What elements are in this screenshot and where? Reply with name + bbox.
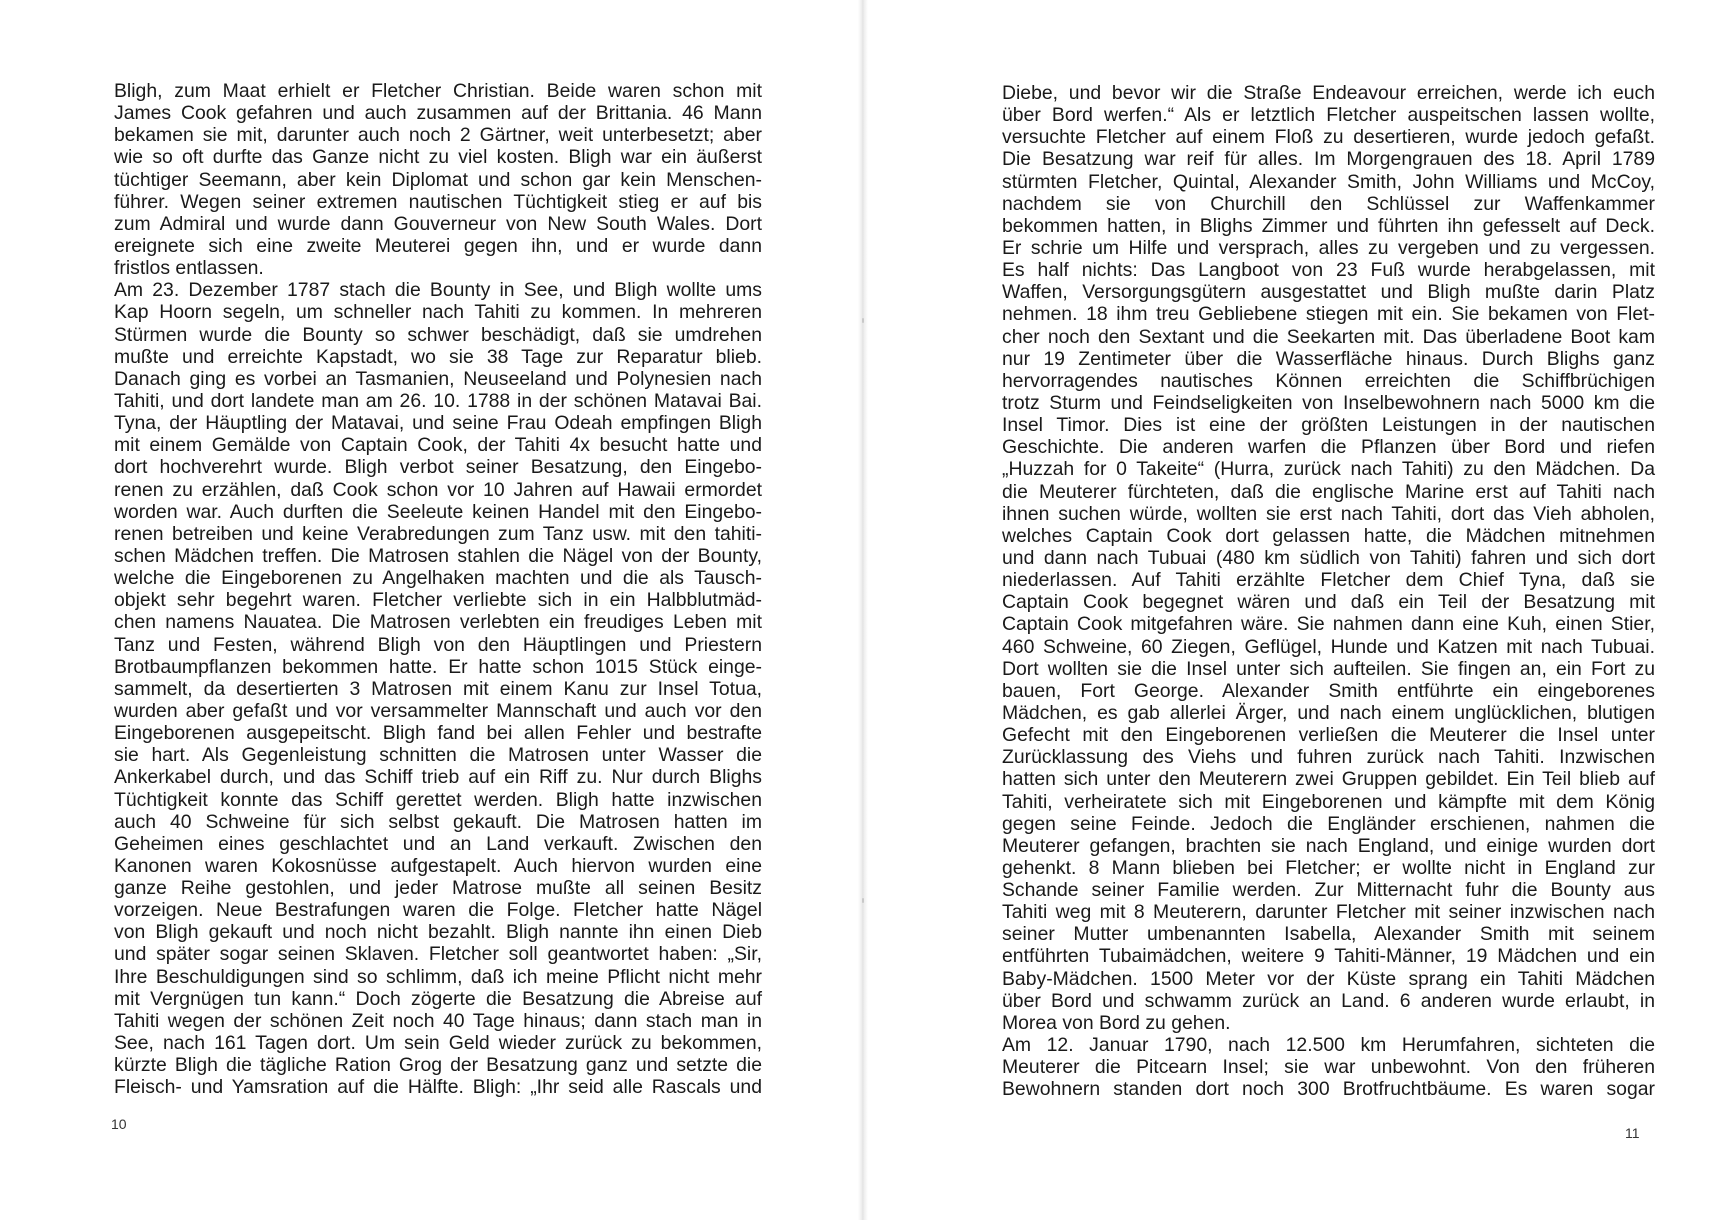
text-line: fristlos entlassen. <box>114 257 264 280</box>
text-line: Ihre Beschuldigungen sind so schlimm, daß ich meine Pflicht nicht mehr <box>114 965 762 988</box>
text-line: zum Admiral und wurde dann Gouverneur von New South Wales. Dort <box>114 212 762 235</box>
text-line: Ankerkabel durch, und das Schiff trieb auf ein Riff zu. Nur durch Blighs <box>114 766 762 789</box>
left-page <box>0 0 858 1220</box>
text-line: welche die Eingeborenen zu Angelhaken machten und die als Tausch- <box>114 567 762 590</box>
text-line: Diebe, und bevor wir die Straße Endeavour erreichen, werde ich euch <box>1002 82 1655 104</box>
text-line: Meuterer die Pitcearn Insel; sie war unbewohnt. Von den früheren <box>1002 1056 1655 1079</box>
text-line: Kanonen waren Kokosnüsse aufgestapelt. Auch hiervon wurden eine <box>114 854 762 877</box>
text-line: bekommen hatten, in Blighs Zimmer und führten ihn gefesselt auf Deck. <box>1002 214 1655 237</box>
text-line: sie hart. Als Gegenleistung schnitten die Matrosen unter Wasser die <box>114 744 762 767</box>
text-line: Geheimen eines geschlachtet und an Land verkauft. Zwischen den <box>114 832 762 855</box>
text-line: cher noch den Sextant und die Seekarten mit. Das überladene Boot kam <box>1002 325 1655 348</box>
text-line: über Bord werfen.“ Als er letztlich Fletcher auspeitschen lassen wollte, <box>1002 104 1655 127</box>
text-line: objekt sehr begehrt waren. Fletcher verliebte sich in ein Halbblutmäd- <box>114 589 762 612</box>
text-line: Bewohnern standen dort noch 300 Brotfruchtbäume. Es waren sogar <box>1002 1078 1655 1101</box>
text-line: Tahiti wegen der schönen Zeit noch 40 Tage hinaus; dann stach man in <box>114 1009 762 1032</box>
text-line: Morea von Bord zu gehen. <box>1002 1011 1231 1034</box>
text-line: Baby-Mädchen. 1500 Meter vor der Küste sprang ein Tahiti Mädchen <box>1002 967 1655 990</box>
text-line: Captain Cook mitgefahren wäre. Sie nahmen dann eine Kuh, einen Stier, <box>1002 613 1655 636</box>
left-page-number: 10 <box>111 1116 127 1132</box>
text-line: renen betreiben und keine Verabredungen zum Tanz usw. mit den tahiti- <box>114 522 762 545</box>
text-line: Waffen, Versorgungsgütern ausgestattet und Bligh mußte darin Platz <box>1002 281 1655 304</box>
text-line: Eingeborenen ausgepeitscht. Bligh fand bei allen Fehler und bestrafte <box>114 722 762 745</box>
text-line: nur 19 Zentimeter über die Wasserfläche hinaus. Durch Blighs ganz <box>1002 347 1655 370</box>
text-line: welches Captain Cook dort gelassen hatte, die Mädchen mitnehmen <box>1002 524 1655 547</box>
text-line: dort hochverehrt wurde. Bligh verbot seiner Besatzung, den Eingebo- <box>114 456 762 479</box>
text-line: ihnen suchen würde, wollten sie erst nach Tahiti, dort das Vieh abholen, <box>1002 502 1655 525</box>
left-page-text <box>114 80 762 1098</box>
text-line: sammelt, da desertierten 3 Matrosen mit einem Kanu zur Insel Totua, <box>114 677 762 700</box>
text-line: kürzte Bligh die tägliche Ration Grog der Besatzung ganz und setzte die <box>114 1054 762 1077</box>
text-line: gegen seine Feinde. Jedoch die Engländer erschienen, nahmen die <box>1002 812 1655 835</box>
text-line: Zurücklassung des Viehs und fuhren zurück nach Tahiti. Inzwischen <box>1002 746 1655 769</box>
text-line: schen Mädchen treffen. Die Matrosen stahlen die Nägel von der Bounty, <box>114 544 762 567</box>
text-line: hervorragendes nautisches Können erreichten die Schiffbrüchigen <box>1002 369 1655 392</box>
text-line: und später sogar seinen Sklaven. Fletcher soll geantwortet haben: „Sir, <box>114 943 762 966</box>
text-line: führer. Wegen seiner extremen nautischen Tüchtigkeit stieg er auf bis <box>114 190 762 213</box>
text-line: ganze Reihe gestohlen, und jeder Matrose mußte all seinen Besitz <box>114 877 762 900</box>
text-line: niederlassen. Auf Tahiti erzählte Fletcher dem Chief Tyna, daß sie <box>1002 569 1655 592</box>
text-line: bauen, Fort George. Alexander Smith entführte ein eingeborenes <box>1002 679 1655 702</box>
text-line: mußte und erreichte Kapstadt, wo sie 38 Tage zur Reparatur blieb. <box>114 345 762 368</box>
book-gutter <box>858 0 868 1220</box>
text-line: seiner Mutter umbenannten Isabella, Alexander Smith mit seinem <box>1002 923 1655 946</box>
text-line: Tahiti, verheiratete sich mit Eingeborenen und kämpfte mit dem König <box>1002 790 1655 813</box>
text-line: Schande seiner Familie werden. Zur Mitternacht fuhr die Bounty aus <box>1002 879 1655 902</box>
text-line: Meuterer gefangen, brachten sie nach England, und einige wurden dort <box>1002 834 1655 857</box>
text-line: renen zu erzählen, daß Cook schon vor 10 Jahren auf Hawaii ermordet <box>114 478 762 501</box>
text-line: chen namens Nauatea. Die Matrosen verlebten ein freudiges Leben mit <box>114 611 762 634</box>
text-line: Die Besatzung war reif für alles. Im Morgengrauen des 18. April 1789 <box>1002 148 1655 171</box>
text-line: nehmen. 18 ihm treu Gebliebene stiegen mit ein. Sie bekamen von Flet- <box>1002 303 1655 326</box>
text-line: James Cook gefahren und auch zusammen auf der Brittania. 46 Mann <box>114 102 762 125</box>
text-line: Kap Hoorn segeln, um schneller nach Tahiti zu kommen. In mehreren <box>114 301 762 324</box>
text-line: Brotbaumpflanzen bekommen hatte. Er hatte schon 1015 Stück einge- <box>114 655 762 678</box>
text-line: 460 Schweine, 60 Ziegen, Geflügel, Hunde und Katzen mit nach Tubuai. <box>1002 635 1655 658</box>
text-line: See, nach 161 Tagen dort. Um sein Geld wieder zurück zu bekommen, <box>114 1032 762 1055</box>
text-line: Am 23. Dezember 1787 stach die Bounty in See, und Bligh wollte ums <box>114 279 762 302</box>
text-line: Tyna, der Häuptling der Matavai, und seine Frau Odeah empfingen Bligh <box>114 412 762 435</box>
text-line: Dort wollten sie die Insel unter sich aufteilen. Sie fingen an, ein Fort zu <box>1002 657 1655 680</box>
text-line: Tahiti weg mit 8 Meuterern, darunter Fletcher mit seiner inzwischen nach <box>1002 901 1655 924</box>
text-line: Er schrie um Hilfe und versprach, alles zu vergeben und zu vergessen. <box>1002 236 1655 259</box>
text-line: Am 12. Januar 1790, nach 12.500 km Herumfahren, sichteten die <box>1002 1034 1655 1057</box>
text-line: versuchte Fletcher auf einem Floß zu desertieren, wurde jedoch gefaßt. <box>1002 126 1655 149</box>
text-line: hatten sich unter den Meuterern zwei Gruppen gebildet. Ein Teil blieb auf <box>1002 768 1655 791</box>
paper-speck <box>862 898 864 903</box>
text-line: Geschichte. Die anderen warfen die Pflanzen über Bord und riefen <box>1002 436 1655 459</box>
text-line: Insel Timor. Dies ist eine der größten Leistungen in der nautischen <box>1002 414 1655 437</box>
text-line: wie so oft durfte das Ganze nicht zu viel kosten. Bligh war ein äußerst <box>114 146 762 169</box>
text-line: „Huzzah for 0 Takeite“ (Hurra, zurück nach Tahiti) zu den Mädchen. Da <box>1002 458 1655 481</box>
text-line: ereignete sich eine zweite Meuterei gegen ihn, und er wurde dann <box>114 234 762 257</box>
text-line: vorzeigen. Neue Bestrafungen waren die Folge. Fletcher hatte Nägel <box>114 899 762 922</box>
text-line: und dann nach Tubuai (480 km südlich von Tahiti) fahren und sich dort <box>1002 546 1655 569</box>
right-page <box>868 0 1724 1220</box>
text-line: Stürmen wurde die Bounty so schwer beschädigt, daß sie umdrehen <box>114 323 762 346</box>
text-line: Tanz und Festen, während Bligh von den Häuptlingen und Priestern <box>114 633 762 656</box>
text-line: bekamen sie mit, darunter auch noch 2 Gärtner, weit unterbesetzt; aber <box>114 124 762 147</box>
text-line: Captain Cook begegnet wären und daß ein Teil der Besatzung mit <box>1002 591 1655 614</box>
text-line: Fleisch- und Yamsration auf die Hälfte. Bligh: „Ihr seid alle Rascals und <box>114 1076 762 1099</box>
text-line: auch 40 Schweine für sich selbst gekauft. Die Matrosen hatten im <box>114 810 762 833</box>
text-line: Bligh, zum Maat erhielt er Fletcher Christian. Beide waren schon mit <box>114 80 762 102</box>
right-page-text <box>1002 82 1655 1100</box>
text-line: mit Vergnügen tun kann.“ Doch zögerte die Besatzung die Abreise auf <box>114 987 762 1010</box>
paper-speck <box>862 318 864 323</box>
text-line: Tüchtigkeit konnte das Schiff gerettet werden. Bligh hatte inzwischen <box>114 788 762 811</box>
text-line: mit einem Gemälde von Captain Cook, der Tahiti 4x besucht hatte und <box>114 434 762 457</box>
right-page-number: 11 <box>1625 1125 1640 1141</box>
text-line: trotz Sturm und Feindseligkeiten von Inselbewohnern nach 5000 km die <box>1002 391 1655 414</box>
text-line: nachdem sie von Churchill den Schlüssel zur Waffenkammer <box>1002 192 1655 215</box>
text-line: gehenkt. 8 Mann blieben bei Fletcher; er wollte nicht in England zur <box>1002 856 1655 879</box>
text-line: über Bord und schwamm zurück an Land. 6 anderen wurde erlaubt, in <box>1002 989 1655 1012</box>
text-line: Tahiti, und dort landete man am 26. 10. 1788 in der schönen Matavai Bai. <box>114 389 762 412</box>
text-line: Gefecht mit den Eingeborenen verließen die Meuterer die Insel unter <box>1002 724 1655 747</box>
text-line: Danach ging es vorbei an Tasmanien, Neuseeland und Polynesien nach <box>114 367 762 390</box>
text-line: entführten Tubaimädchen, weitere 9 Tahiti-Männer, 19 Mädchen und ein <box>1002 945 1655 968</box>
text-line: stürmten Fletcher, Quintal, Alexander Smith, John Williams und McCoy, <box>1002 170 1655 193</box>
text-line: von Bligh gekauft und noch nicht bezahlt. Bligh nannte ihn einen Dieb <box>114 921 762 944</box>
text-line: die Meuterer fürchteten, daß die englische Marine erst auf Tahiti nach <box>1002 480 1655 503</box>
text-line: Mädchen, es gab allerlei Ärger, und nach einem unglücklichen, blutigen <box>1002 701 1655 724</box>
text-line: tüchtiger Seemann, aber kein Diplomat und schon gar kein Menschen- <box>114 168 762 191</box>
text-line: worden war. Auch durften die Seeleute keinen Handel mit den Eingebo- <box>114 500 762 523</box>
text-line: Es half nichts: Das Langboot von 23 Fuß wurde herabgelassen, mit <box>1002 259 1655 282</box>
text-line: wurden aber gefaßt und vor versammelter Mannschaft und auch vor den <box>114 699 762 722</box>
